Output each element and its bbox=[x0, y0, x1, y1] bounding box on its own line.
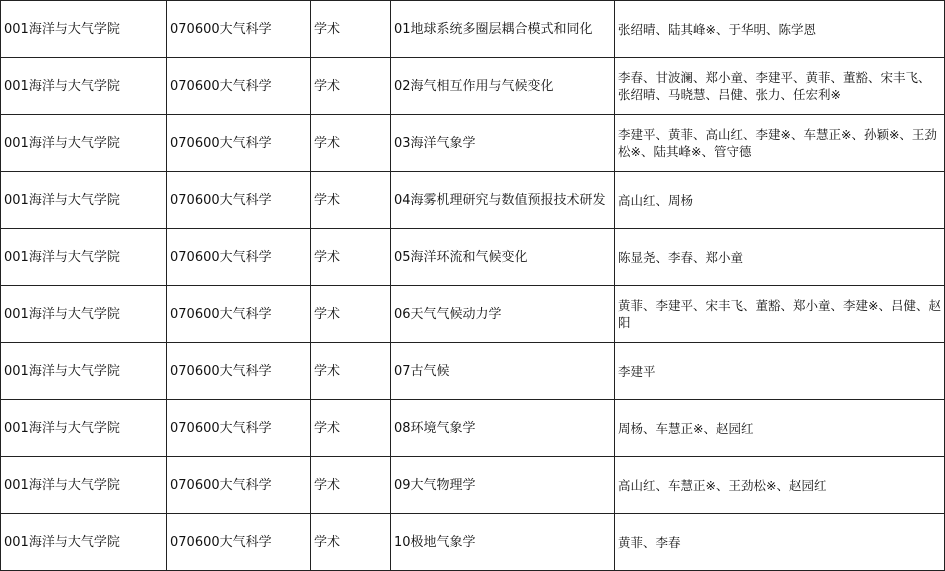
table-row bbox=[1, 1, 945, 58]
supervisors-cell: 高山红、车慧正※、王劲松※、赵园红 bbox=[615, 457, 945, 514]
major-cell: 070600大气科学 bbox=[167, 400, 311, 457]
major-cell: 070600大气科学 bbox=[167, 343, 311, 400]
research-direction-cell: 01地球系统多圈层耦合模式和同化 bbox=[391, 1, 615, 58]
major-cell: 070600大气科学 bbox=[167, 457, 311, 514]
supervisors-cell: 李春、甘波澜、郑小童、李建平、黄菲、董豁、宋丰飞、张绍晴、马晓慧、吕健、张力、任宏利※ bbox=[615, 58, 945, 115]
research-direction-cell: 05海洋环流和气候变化 bbox=[391, 229, 615, 286]
major-cell: 070600大气科学 bbox=[167, 58, 311, 115]
supervisors-cell: 周杨、车慧正※、赵园红 bbox=[615, 400, 945, 457]
major-cell: 070600大气科学 bbox=[167, 172, 311, 229]
type-cell: 学术 bbox=[311, 115, 391, 172]
table-row bbox=[1, 514, 945, 571]
table-row bbox=[1, 229, 945, 286]
supervisors-cell: 李建平 bbox=[615, 343, 945, 400]
college-cell: 001海洋与大气学院 bbox=[1, 343, 167, 400]
type-cell: 学术 bbox=[311, 1, 391, 58]
major-cell: 070600大气科学 bbox=[167, 229, 311, 286]
college-cell: 001海洋与大气学院 bbox=[1, 115, 167, 172]
table-row bbox=[1, 400, 945, 457]
type-cell: 学术 bbox=[311, 457, 391, 514]
type-cell: 学术 bbox=[311, 286, 391, 343]
major-cell: 070600大气科学 bbox=[167, 286, 311, 343]
supervisors-cell: 黄菲、李建平、宋丰飞、董豁、郑小童、李建※、吕健、赵阳 bbox=[615, 286, 945, 343]
research-direction-cell: 10极地气象学 bbox=[391, 514, 615, 571]
college-cell: 001海洋与大气学院 bbox=[1, 286, 167, 343]
table-row bbox=[1, 343, 945, 400]
major-cell: 070600大气科学 bbox=[167, 1, 311, 58]
type-cell: 学术 bbox=[311, 400, 391, 457]
major-cell: 070600大气科学 bbox=[167, 514, 311, 571]
research-direction-cell: 03海洋气象学 bbox=[391, 115, 615, 172]
type-cell: 学术 bbox=[311, 172, 391, 229]
major-cell: 070600大气科学 bbox=[167, 115, 311, 172]
college-cell: 001海洋与大气学院 bbox=[1, 400, 167, 457]
supervisors-cell: 张绍晴、陆其峰※、于华明、陈学恩 bbox=[615, 1, 945, 58]
college-cell: 001海洋与大气学院 bbox=[1, 1, 167, 58]
table-row bbox=[1, 172, 945, 229]
supervisors-cell: 李建平、黄菲、高山红、李建※、车慧正※、孙颖※、王劲松※、陆其峰※、管守德 bbox=[615, 115, 945, 172]
table-row bbox=[1, 457, 945, 514]
college-cell: 001海洋与大气学院 bbox=[1, 58, 167, 115]
table-row bbox=[1, 58, 945, 115]
research-direction-cell: 07古气候 bbox=[391, 343, 615, 400]
type-cell: 学术 bbox=[311, 343, 391, 400]
research-direction-cell: 08环境气象学 bbox=[391, 400, 615, 457]
college-cell: 001海洋与大气学院 bbox=[1, 457, 167, 514]
college-cell: 001海洋与大气学院 bbox=[1, 172, 167, 229]
research-direction-cell: 09大气物理学 bbox=[391, 457, 615, 514]
college-cell: 001海洋与大气学院 bbox=[1, 229, 167, 286]
research-direction-cell: 02海气相互作用与气候变化 bbox=[391, 58, 615, 115]
research-direction-cell: 04海雾机理研究与数值预报技术研发 bbox=[391, 172, 615, 229]
supervisors-cell: 高山红、周杨 bbox=[615, 172, 945, 229]
type-cell: 学术 bbox=[311, 514, 391, 571]
type-cell: 学术 bbox=[311, 58, 391, 115]
type-cell: 学术 bbox=[311, 229, 391, 286]
table-row bbox=[1, 115, 945, 172]
research-direction-cell: 06天气气候动力学 bbox=[391, 286, 615, 343]
supervisors-cell: 黄菲、李春 bbox=[615, 514, 945, 571]
supervisors-cell: 陈显尧、李春、郑小童 bbox=[615, 229, 945, 286]
college-cell: 001海洋与大气学院 bbox=[1, 514, 167, 571]
table-row bbox=[1, 286, 945, 343]
